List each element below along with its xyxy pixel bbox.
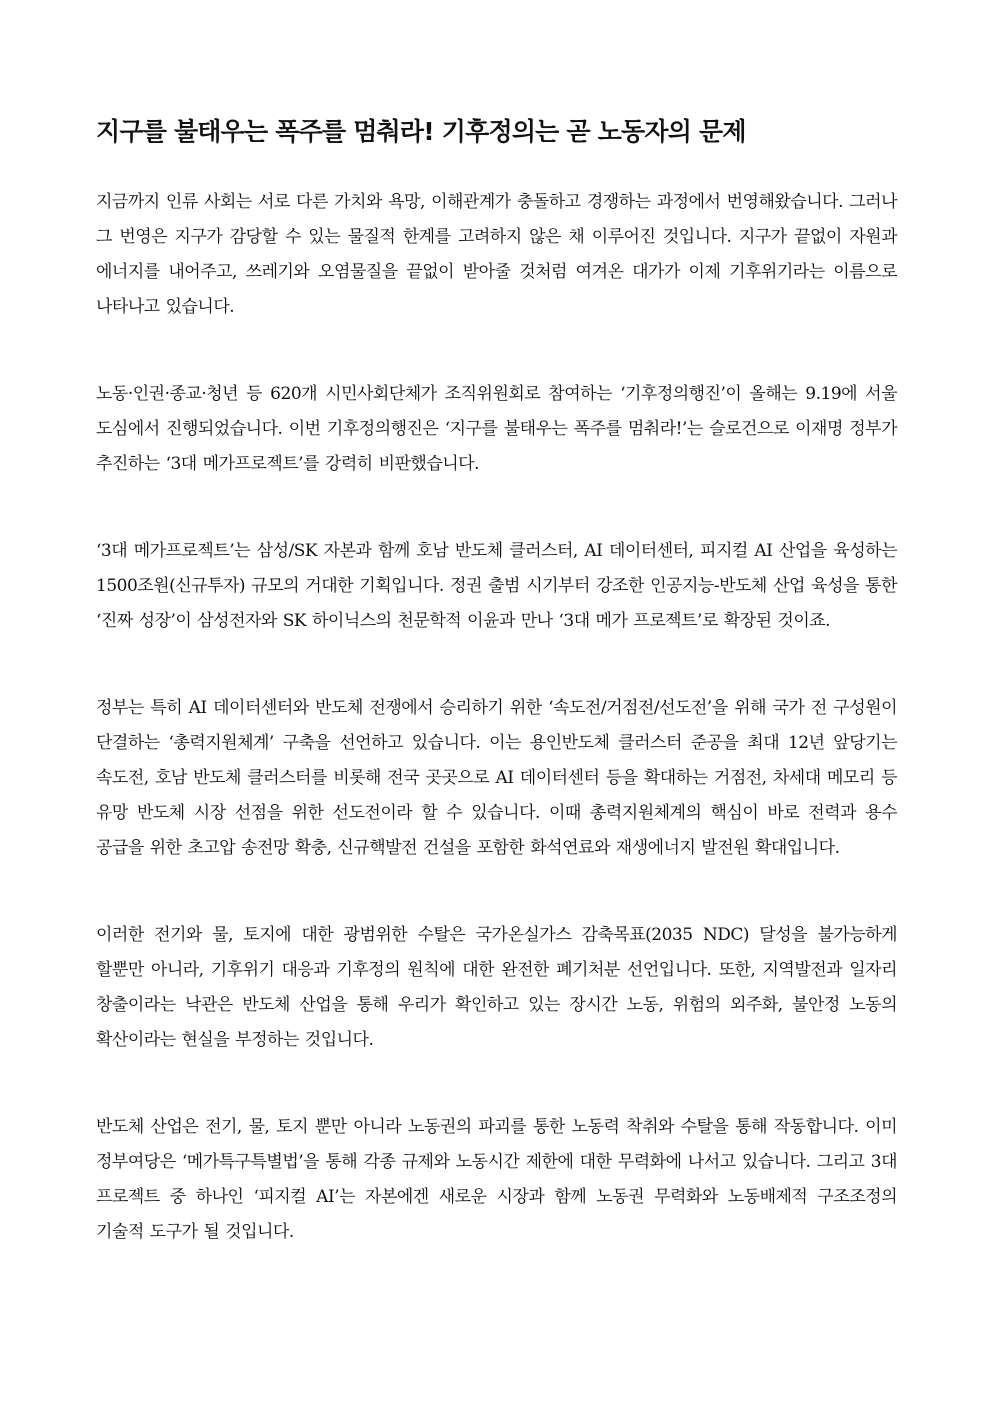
document-body <box>96 185 897 1250</box>
paragraph-3: ‘3대 메가프로젝트’는 삼성/SK 자본과 함께 호남 반도체 클러스터, AI 데이터센터, 피지컬 AI 산업을 육성하는 1500조원(신규투자) 규모의 거대한 기획입니다. 정권 출범 시기부터 강조한 인공지능-반도체 산업 육성을 통한 ‘진짜 성장’이 삼성전자와 SK 하이닉스의 천문학적 이윤과 만나 ‘3대 메가 프로젝트’로 확장된 것이죠. <box>96 541 897 631</box>
paragraph-6: 반도체 산업은 전기, 물, 토지 뿐만 아니라 노동권의 파괴를 통한 노동력 착취와 수탈을 통해 작동합니다. 이미 정부여당은 ‘메가특구특별법’을 통해 각종 규제와 노동시간 제한에 대한 무력화에 나서고 있습니다. 그리고 3대 프로젝트 중 하나인 ‘피지컬 AI’는 자본에겐 새로운 시장과 함께 노동권 무력화와 노동배제적 구조조정의 기술적 도구가 될 것입니다. <box>96 1117 897 1242</box>
paragraph-5: 이러한 전기와 물, 토지에 대한 광범위한 수탈은 국가온실가스 감축목표(2035 NDC) 달성을 불가능하게 할뿐만 아니라, 기후위기 대응과 기후정의 원칙에 대한 완전한 폐기처분 선언입니다. 또한, 지역발전과 일자리 창출이라는 낙관은 반도체 산업을 통해 우리가 확인하고 있는 장시간 노동, 위험의 외주화, 불안정 노동의 확산이라는 현실을 부정하는 것입니다. <box>96 925 897 1050</box>
paragraph-1: 지금까지 인류 사회는 서로 다른 가치와 욕망, 이해관계가 충돌하고 경쟁하는 과정에서 번영해왔습니다. 그러나 그 번영은 지구가 감당할 수 있는 물질적 한계를 고려하지 않은 채 이루어진 것입니다. 지구가 끝없이 자원과 에너지를 내어주고, 쓰레기와 오염물질을 끝없이 받아줄 것처럼 여겨온 대가가 이제 기후위기라는 이름으로 나타나고 있습니다. <box>96 192 897 317</box>
document-title: 지구를 불태우는 폭주를 멈춰라! 기후정의는 곧 노동자의 문제 <box>96 117 746 146</box>
paragraph-4: 정부는 특히 AI 데이터센터와 반도체 전쟁에서 승리하기 위한 ‘속도전/거점전/선도전’을 위해 국가 전 구성원이 단결하는 ‘총력지원체계’ 구축을 선언하고 있습니다. 이는 용인반도체 클러스터 준공을 최대 12년 앞당기는 속도전, 호남 반도체 클러스터를 비롯해 전국 곳곳으로 AI 데이터센터 등을 확대하는 거점전, 차세대 메모리 등 유망 반도체 시장 선점을 위한 선도전이라 할 수 있습니다. 이때 총력지원체계의 핵심이 바로 전력과 용수 공급을 위한 초고압 송전망 확충, 신규핵발전 건설을 포함한 화석연료와 재생에너지 발전원 확대입니다. <box>96 698 897 858</box>
paragraph-2: 노동·인권·종교·청년 등 620개 시민사회단체가 조직위원회로 참여하는 ‘기후정의행진’이 올해는 9.19에 서울 도심에서 진행되었습니다. 이번 기후정의행진은 ‘지구를 불태우는 폭주를 멈춰라!’는 슬로건으로 이재명 정부가 추진하는 ‘3대 메가프로젝트’를 강력히 비판했습니다. <box>96 384 897 474</box>
